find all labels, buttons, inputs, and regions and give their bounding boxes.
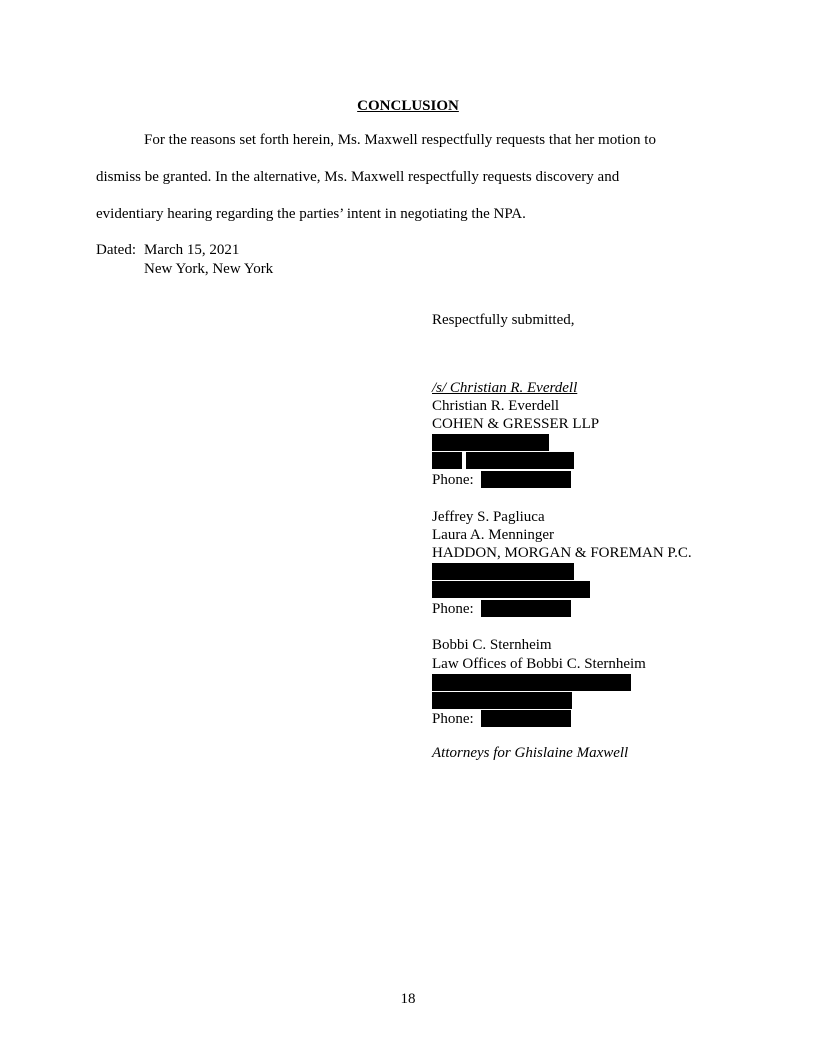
date: March 15, 2021	[144, 242, 240, 258]
paragraph-line-2: dismiss be granted. In the alternative, Ms. Maxwell respectfully requests discovery and	[96, 169, 620, 185]
attorneys-for: Attorneys for Ghislaine Maxwell	[432, 745, 629, 761]
redaction-block	[481, 710, 571, 727]
location: New York, New York	[144, 261, 274, 277]
redaction-block	[481, 600, 571, 617]
redaction-block	[432, 563, 574, 580]
redaction-block	[432, 452, 462, 469]
signature-line: /s/ Christian R. Everdell	[432, 380, 578, 396]
section-heading: CONCLUSION	[357, 98, 459, 114]
redaction-block	[466, 452, 574, 469]
firm-name: COHEN & GRESSER LLP	[432, 416, 600, 432]
firm-name: HADDON, MORGAN & FOREMAN P.C.	[432, 545, 692, 561]
paragraph-line-3: evidentiary hearing regarding the parties’ intent in negotiating the NPA.	[96, 206, 526, 222]
phone-label: Phone:	[432, 711, 474, 727]
dated-label: Dated:	[96, 242, 136, 258]
redaction-block	[432, 434, 549, 451]
firm-name: Law Offices of Bobbi C. Sternheim	[432, 656, 646, 672]
counsel-name: Laura A. Menninger	[432, 527, 555, 543]
redaction-block	[432, 674, 631, 691]
phone-label: Phone:	[432, 601, 474, 617]
redaction-block	[432, 581, 590, 598]
redaction-block	[432, 692, 572, 709]
closing: Respectfully submitted,	[432, 312, 575, 328]
phone-label: Phone:	[432, 472, 474, 488]
redaction-block	[481, 471, 571, 488]
page-number: 18	[400, 991, 416, 1007]
counsel-name: Christian R. Everdell	[432, 398, 560, 414]
paragraph-line-1: For the reasons set forth herein, Ms. Maxwell respectfully requests that her motion to	[144, 132, 656, 148]
counsel-name: Jeffrey S. Pagliuca	[432, 509, 545, 525]
counsel-name: Bobbi C. Sternheim	[432, 637, 552, 653]
